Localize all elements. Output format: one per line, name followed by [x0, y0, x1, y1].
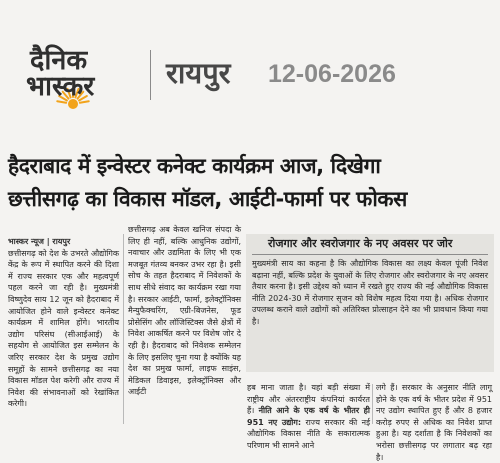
article-paragraph-3c: राज्य सरकार की नई औद्योगिक विकास नीति के सकारात्मक परिणाम भी सामने आने	[247, 417, 370, 450]
logo-word-bhaskar: भास्कर	[26, 71, 95, 102]
newspaper-logo	[26, 46, 130, 104]
highlight-box	[246, 234, 494, 372]
edition-city: रायपुर	[166, 56, 231, 90]
headline	[8, 150, 494, 216]
highlight-box-title-rule	[252, 254, 488, 255]
article-paragraph-4: लगे हैं। सरकार के अनुसार नीति लागू होने के एक वर्ष के भीतर प्रदेश में 951 नए उद्योग स्थापित हुए हैं और 8 हजार करोड़ रुपए से अधिक का निवेश प्राप्त हुआ है। यह दर्शाता है कि निवेशकों का भरोसा छत्तीसगढ़ पर लगातार बढ़ रहा है।	[376, 383, 492, 462]
edition-date: 12-06-2026	[268, 60, 396, 88]
article-body	[0, 222, 500, 462]
article-paragraph-2: छत्तीसगढ़ अब केवल खनिज संपदा के लिए ही नहीं, बल्कि आधुनिक उद्योगों, नवाचार और उद्यमिता के लिए भी एक मजबूत गंतव्य बनकर उभर रहा है। इसी सोच के तहत हैदराबाद में निवेशकों के साथ सीधे संवाद का कार्यक्रम रखा गया है। सरकार आईटी, फार्मा, इलेक्ट्रॉनिक्स मैन्युफैक्चरिंग, एग्री-बिजनेस, फूड प्रोसेसिंग और लॉजिस्टिक्स जैसे क्षेत्रों में निवेश आकर्षित करने पर विशेष जोर दे रही है। हैदराबाद को निवेशक सम्मेलन के लिए इसलिए चुना गया है क्योंकि यह देश का प्रमुख फार्मा, लाइफ साइंस, मेडिकल डिवाइस, इलेक्ट्रॉनिक्स और आईटी	[128, 225, 241, 397]
masthead-divider	[150, 50, 151, 100]
column-divider-1	[123, 234, 124, 424]
article-paragraph-1: छत्तीसगढ़ को देश के उभरते औद्योगिक केंद्र के रूप में स्थापित करने की दिशा में राज्य सरकार एक और महत्वपूर्ण पहल करने जा रही है। मुख्यमंत्री विष्णुदेव साय 12 जून को हैदराबाद में आयोजित होने वाले इन्वेस्टर कनेक्ट कार्यक्रम में शामिल होंगे। भारतीय उद्योग परिसंघ (सीआईआई) के सहयोग से आयोजित इस सम्मेलन के जरिए सरकार देश के प्रमुख उद्योग समूहों के सामने छत्तीसगढ़ का नया विकास मॉडल पेश करेगी और राज्य में निवेश की संभावनाओं को रेखांकित करेगी।	[8, 248, 119, 409]
byline: भास्कर न्यूज | रायपुर	[8, 237, 71, 246]
logo-word-dainik: दैनिक	[30, 45, 88, 76]
article-paragraph-3a: हब माना जाता है। यहां बड़ी संख्या में राष्ट्रीय और अंतरराष्ट्रीय कंपनियां कार्यरत हैं।	[247, 383, 370, 416]
headline-line-2: छत्तीसगढ़ का विकास मॉडल, आईटी-फार्मा पर फोकस	[8, 187, 407, 211]
headline-line-1: हैदराबाद में इन्वेस्टर कनेक्ट कार्यक्रम आज, दिखेगा	[8, 154, 381, 178]
highlight-box-body	[252, 258, 488, 368]
article-column-1	[8, 236, 119, 428]
article-column-4	[376, 382, 492, 462]
article-column-3	[247, 382, 370, 450]
highlight-box-title: रोजगार और स्वरोजगार के नए अवसर पर जोर	[268, 237, 453, 250]
masthead	[0, 0, 500, 126]
article-column-2	[128, 224, 241, 428]
column-divider-3	[372, 384, 373, 424]
highlight-box-paragraph: मुख्यमंत्री साय का कहना है कि औद्योगिक विकास का लक्ष्य केवल पूंजी निवेश बढ़ाना नहीं, बल्कि प्रदेश के युवाओं के लिए रोजगार और स्वरोजगार के नए अवसर तैयार करना है। इसी उद्देश्य को ध्यान में रखते हुए राज्य की नई औद्योगिक विकास नीति 2024-30 में रोजगार सृजन को विशेष महत्व दिया गया है। अधिक रोजगार उपलब्ध कराने वाले उद्योगों को अतिरिक्त प्रोत्साहन देने का भी प्रावधान किया गया है।	[252, 259, 488, 326]
article-subheading: नीति आने के एक वर्ष के भीतर ही 951 नए उद्योग:	[247, 406, 370, 427]
